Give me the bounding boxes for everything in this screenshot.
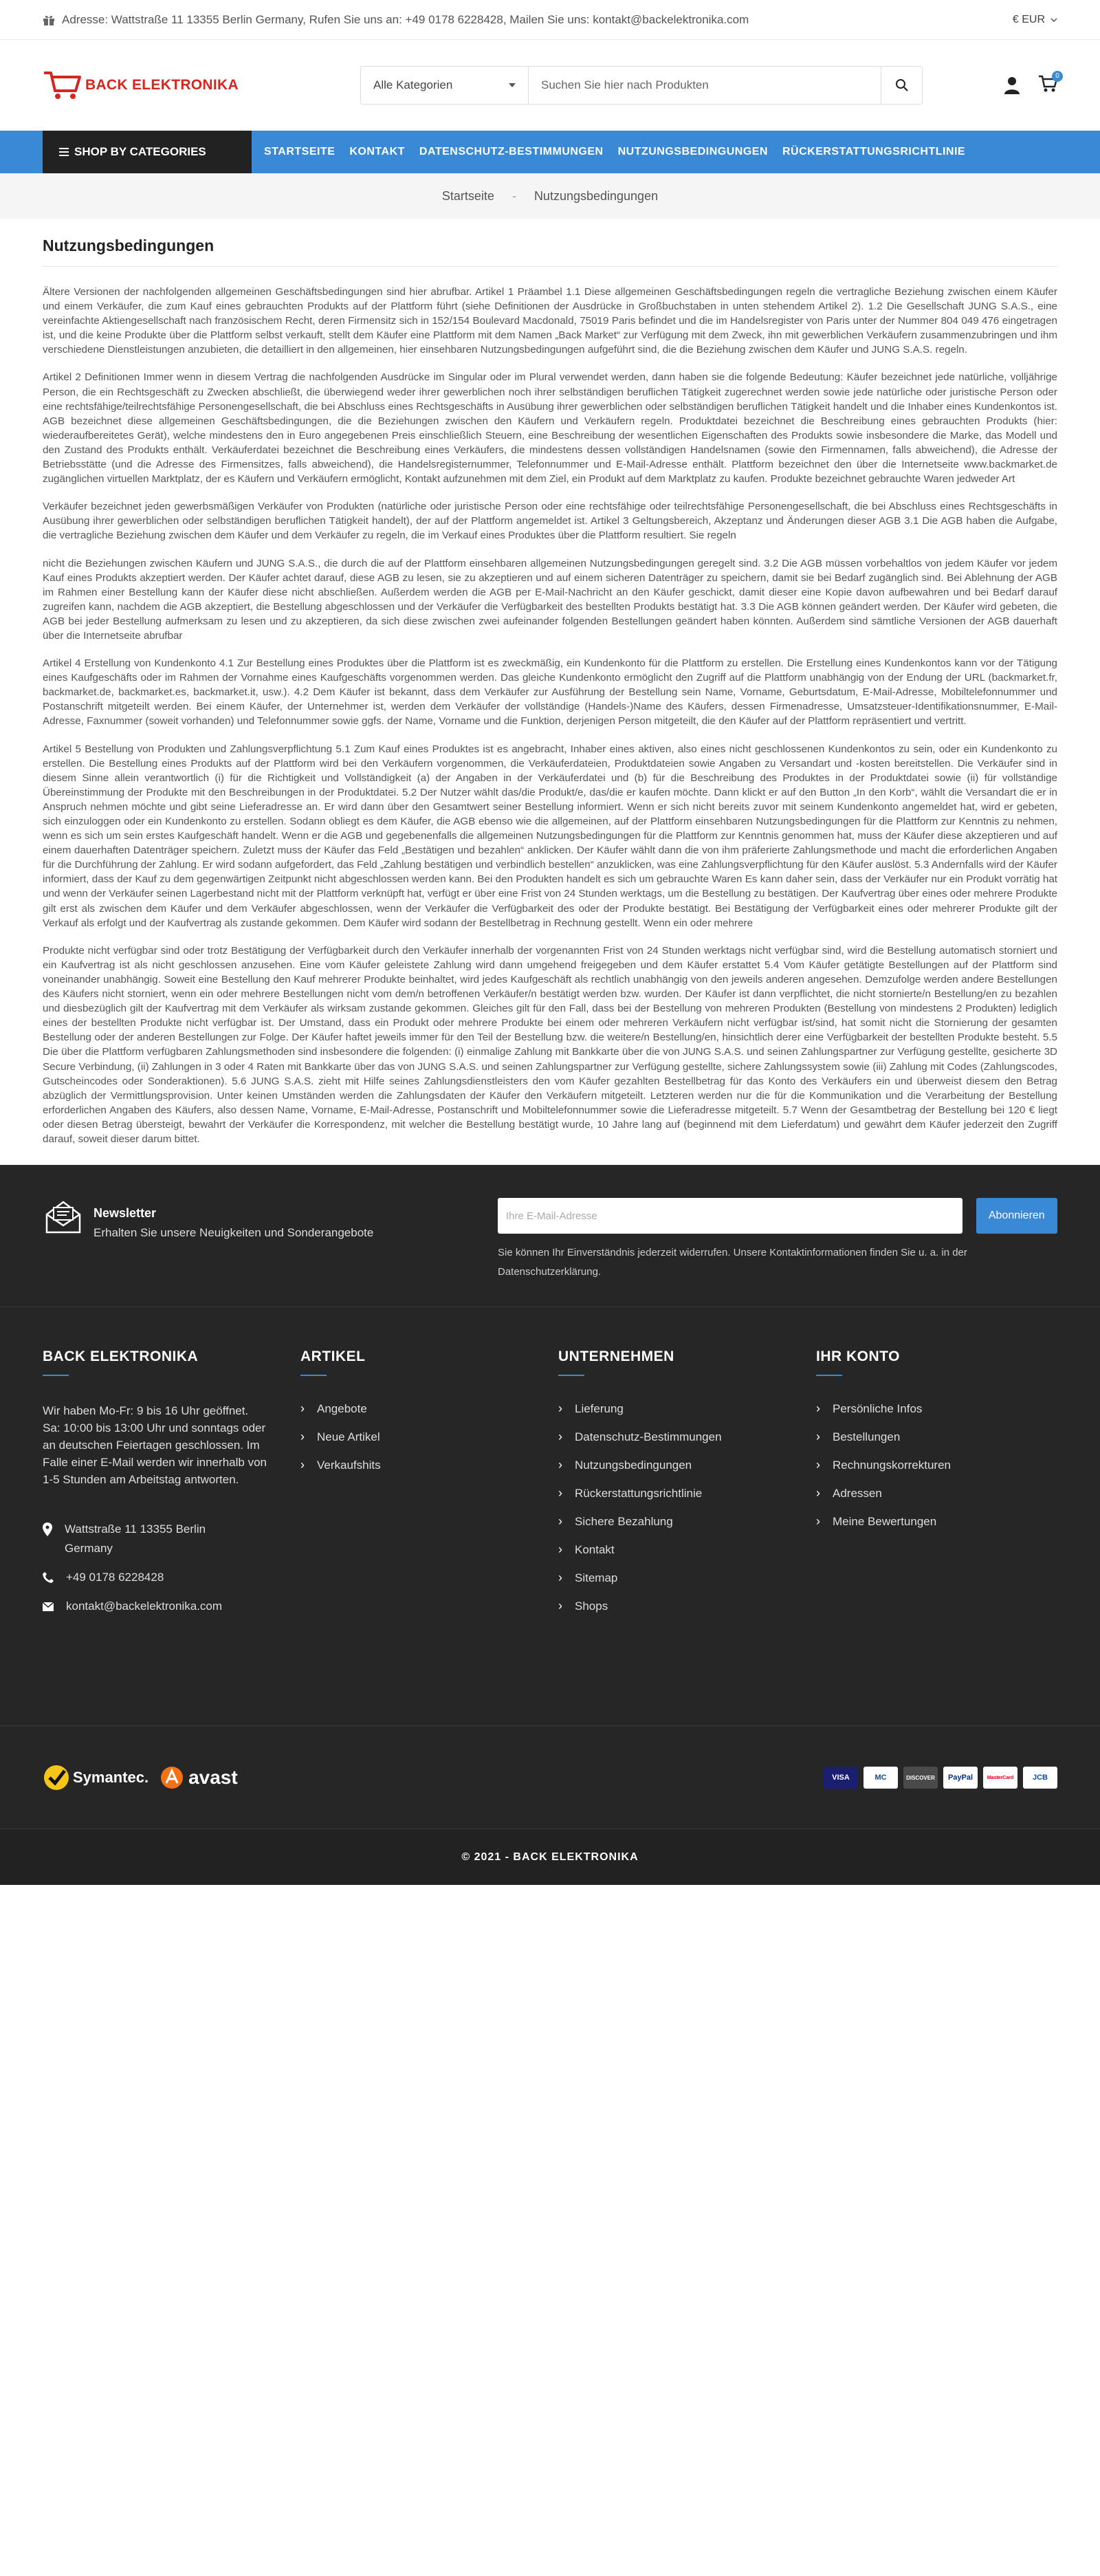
footer-col-konto — [816, 1349, 1057, 1628]
chevron-right-icon: › — [300, 1458, 305, 1472]
cart-button[interactable] — [1038, 72, 1059, 96]
copyright: © 2021 - BACK ELEKTRONIKA — [0, 1829, 1100, 1885]
logo-cart-icon — [43, 69, 82, 102]
footer-unternehmen-title: UNTERNEHMEN — [558, 1349, 674, 1365]
footer-link-label: Rückerstattungsrichtlinie — [575, 1487, 703, 1500]
footer-link[interactable] — [300, 1430, 558, 1459]
paypal-icon: PayPal — [943, 1767, 978, 1789]
terms-paragraph: Verkäufer bezeichnet jeden gewerbsmäßigen Verkäufer von Produkten (natürliche oder juristische Person oder eine rechtsfähige oder teilrechtsfähige Personengesellschaft, die bei Abschluss eines Rechtsgeschäfts in Ausübung ihrer gewerblichen oder selbständigen beruflichen Tätigkeit handelt), der auf der Plattform angemeldet ist. Artikel 3 Geltungsbereich, Akzeptanz und Änderungen dieser AGB 3.1 Die AGB haben die Aufgabe, die vertragliche Beziehung zwischen dem Käufer und dem Verkäufer zu regeln, die im Verkauf eines Produktes über die Plattform resultiert. Sie regeln — [43, 501, 1057, 542]
symantec-check-icon — [43, 1764, 70, 1791]
logo-text: BACK ELEKTRONIKA — [85, 77, 239, 93]
search-icon — [895, 78, 909, 92]
phone-icon — [43, 1572, 54, 1583]
newsletter-section — [0, 1165, 1100, 1307]
page-title: Nutzungsbedingungen — [43, 237, 1057, 267]
footer-address: Wattstraße 11 13355 Berlin Germany — [65, 1522, 206, 1556]
terms-paragraph: Artikel 5 Bestellung von Produkten und Zahlungsverpflichtung 5.1 Zum Kauf eines Produktes ist es angebracht, Inhaber eines aktiven, also eines nicht geschlossenen Kundenkontos zu sein, oder ein Kundenkonto zu erstellen. Die Bestellung eines Produkts auf der Plattform wird bei den Verkäufern vorgenommen, die Verkäuferdateien, Produktdateien sowie Angaben zu Versandart und -kosten bereitstellen. Die Verkäufer sind in diesem Sinne allein verantwortlich (i) für die Richtigkeit und Vollständigkeit (a) der Angaben in der Verkäuferdatei und (b) für die Beschreibung des Produktes in der Produktdatei sowie (ii) für vollständige Übereinstimmung der Produkte mit den Beschreibungen in der Produktdatei. 5.2 Der Nutzer wählt das/die Produkt/e, das/die er kaufen möchte. Dann klickt er auf den Button „In den Korb“, wählt die Versandart die er in Anspruch nehmen möchte und gibt seine Lieferadresse an. Er wird dann über den Gesamtwert seiner Bestellung informiert. Wenn er sich nicht bereits zuvor mit seinem Kundenkonto angemeldet hat, wird er gebeten, sich einzuloggen oder ein Kundenkonto zu erstellen. Sodann obliegt es dem Käufer, die AGB ebenso wie die allgemeinen, auf der Plattform einsehbaren Nutzungsbedingungen für die Plattform zur Kenntnis zu nehmen, wenn es sich um sein erstes Kaufgeschäft handelt. Wenn er die AGB und gegebenenfalls die allgemeinen Nutzungsbedingungen für die Plattform zur Kenntnis genommen hat, muss der Käufer diese akzeptieren und auf einem dauerhaften Datenträger speichern. Zuletzt muss der Käufer das Feld „Bestätigen und bezahlen“ anklicken. Der Käufer wählt dann die von ihm präferierte Zahlungsmethode und macht die erforderlichen Angaben für die Durchführung der Zahlung. Er wird sodann aufgefordert, das Feld „Zahlung bestätigen und verbindlich bestellen“ anzuklicken, was eine Zahlungsverpflichtung für den Käufer auslöst. 5.3 Andernfalls wird der Käufer informiert, dass der Kauf zu dem gegenwärtigen Zeitpunkt nicht abgeschlossen werden kann. Bei den Produkten handelt es sich um gebrauchte Waren Es kann daher sein, dass der Verkäufer nur ein Produkt vorrätig hat und wenn der Verkäufer seinen Lagerbestand nicht mit der Plattform verknüpft hat, verfügt er über eine Frist von 24 Stunden werktags, um die Bestellung zu bestätigen. Der Kaufvertrag über eines oder mehrere Produkte gilt erst als zwischen dem Käufer und dem Verkäufer abgeschlossen, wenn der Verkäufer die Verfügbarkeit des oder der Produkte bestätigt. Bei Bestätigung der Verfügbarkeit eines oder mehrerer Produkte gilt der Verkauf als erfolgt und der Kaufvertrag als zustande gekommen. Dem Käufer wird sodann der Bestellbetrag in Rechnung gestellt. Wenn ein oder mehrere — [43, 743, 1057, 929]
footer-link[interactable] — [816, 1459, 1057, 1487]
mail-icon — [43, 1602, 54, 1611]
breadcrumb-current: Nutzungsbedingungen — [534, 188, 659, 203]
footer-phone[interactable]: +49 0178 6228428 — [66, 1571, 164, 1584]
chevron-right-icon: › — [816, 1514, 820, 1529]
footer-link-label: Datenschutz-Bestimmungen — [575, 1430, 722, 1444]
chevron-down-icon — [1050, 18, 1057, 22]
user-icon[interactable] — [1004, 76, 1020, 94]
mastercard-alt-icon: MC — [864, 1767, 898, 1789]
footer-title-underline — [300, 1375, 327, 1376]
shop-by-categories-button[interactable] — [43, 131, 252, 173]
newsletter-subtitle: Erhalten Sie unsere Neuigkeiten und Sonderangebote — [94, 1226, 374, 1240]
terms-paragraph: Ältere Versionen der nachfolgenden allgemeinen Geschäftsbedingungen sind hier abrufbar. Artikel 1 Präambel 1.1 Diese allgemeinen Geschäftsbedingungen regeln die vertragliche Beziehung zwischen einem Käufer und einem Verkäufer, die zum Kauf eines gebrauchten Produkts auf der Plattform führt (siehe Definitionen der Ausdrücke in Großbuchstaben in unten stehendem Artikel 2). 1.2 Die Gesellschaft JUNG S.A.S., eine vereinfachte Aktiengesellschaft nach französischem Recht, deren Firmensitz sich in 152/154 Boulevard Macdonald, 75019 Paris befindet und die im Handelsregister von Paris unter der Nummer 804 049 476 eingetragen ist, und die keine Produkte über die Plattform selbst verkauft, stellt dem Käufer eine Plattform mit dem Namen „Back Market“ zur Verfügung mit dem Zweck, ihn mit gewerblichen Verkäufern zusammenzubringen und ihm verschiedene Dienstleistungen anzubieten, die detailliert in den allgemeinen, hier einsehbaren Nutzungsbedingungen aufgeführt sind, die die Beziehung zwischen dem Käufer und JUNG S.A.S. regeln. — [43, 286, 1057, 356]
terms-paragraph: Produkte nicht verfügbar sind oder trotz Bestätigung der Verfügbarkeit durch den Verkäufer innerhalb der vorgenannten Frist von 24 Stunden werktags nicht verfügbar sind, wird die Bestellung automatisch storniert und ein Kaufvertrag ist als nicht geschlossen anzusehen. Eine vom Käufer geleistete Zahlung wird dann umgehend freigegeben und dem Käufer erstattet 5.4 Vom Käufer getätigte Bestellungen auf der Plattform sind voneinander unabhängig. Soweit eine Bestellung den Kauf mehrerer Produkte beinhaltet, wird jedes Kaufgeschäft als rechtlich unabhängig von den jeweils anderen angesehen. Demzufolge werden andere Bestellungen des Käufers nicht storniert, wenn ein oder mehrere Bestellungen nicht vom dem/n betroffenen Verkäufer/n bestätigt werden bzw. wurden. Der Käufer ist dann verpflichtet, die nicht stornierte/n Bestellung/en zu bezahlen und diesbezüglich gilt der Kaufvertrag mit dem Verkäufer als wirksam zustande gekommen. Gleiches gilt für den Fall, dass bei der Bestellung von mehreren Produkten (Bestellung von mindestens 2 Produkten) lediglich eines der bestellten Produkte nicht verfügbar ist. Der Umstand, dass ein Produkt oder mehrere Produkte bei einem oder mehreren Verkäufern nicht verfügbar ist/sind, hat somit nicht die Stornierung der gesamten Bestellung oder der anderen Bestellungen zur Folge. Der Käufer haftet jeweils immer für den Teil der Bestellung bzw. die weitere/n Bestellung/en, hinsichtlich derer eine Verfügbarkeit der bestellten Produkte besteht. 5.5 Die über die Plattform verfügbaren Zahlungsmethoden sind insbesondere die folgenden: (i) einmalige Zahlung mit Bankkarte über die von JUNG S.A.S. und seinen Zahlungspartner zur Verfügung gestellte, gesicherte 3D Secure Verbindung, (ii) Zahlungen in 3 oder 4 Raten mit Bankkarte über das von JUNG S.A.S. und seinen Zahlungspartner zur Verfügung gestellte, sichere Zahlungssystem sowie (iii) Zahlung mit Codes (Zahlungscodes, Gutscheincodes oder Sonderaktionen). 5.6 JUNG S.A.S. zieht mit Hilfe seines Zahlungsdienstleisters den vom Käufer gezahlten Bestellbetrag für das Konto des Verkäufers ein und überweist diesem den Betrag abzüglich der Vermittlungsprovision. Unter keinen Umständen werden die Zahlungsdaten der Käufer den Verkäufern mitgeteilt. Letzteren werden nur die für die Kommunikation und die Verarbeitung der Bestellung erforderlichen Angaben des Käufers, also dessen Name, Vorname, E-Mail-Adresse, Postanschrift und Mobiltelefonnummer sowie die Lieferadresse mitgeteilt. 5.7 Wenn der Gesamtbetrag der Bestellung bei 120 € liegt oder diesen Betrag übersteigt, bewahrt der Verkäufer die Korrespondenz, mit welcher die Bestellung bestätigt wurde, 10 Jahre lang auf (beginnend mit dem Lieferdatum) und gewährt dem Käufer jederzeit den Zugriff darauf, soweit dieser darum bittet. — [43, 944, 1057, 1145]
mastercard-icon: MasterCard — [983, 1767, 1018, 1789]
avast-icon — [158, 1764, 186, 1791]
menu-icon — [59, 148, 69, 156]
footer-link-label: Sitemap — [575, 1571, 618, 1585]
top-bar — [0, 0, 1100, 40]
main-nav — [0, 131, 1100, 173]
terms-paragraph: Artikel 4 Erstellung von Kundenkonto 4.1 Zur Bestellung eines Produktes über die Plattform ist es zweckmäßig, ein Kundenkonto für die Plattform zu erstellen. Die Erstellung eines Kundenkontos kann vor der Tätigung eines Kaufgeschäfts oder im Rahmen der Vornahme eines Kaufgeschäfts vorgenommen werden. Das gleiche Kundenkonto ermöglicht den Zugriff auf die Plattform unabhängig von der Endung der URL (backmarket.fr, backmarket.de, backmarket.es, backmarket.it, usw.). 4.2 Dem Käufer ist bekannt, dass dem Verkäufer zur Ausführung der Bestellung sein Name, Vorname, Geburtsdatum, E-Mail-Adresse, Mobiltelefonnummer und Postanschrift mitgeteilt werden. Bei einem Käufer, der Unternehmer ist, werden dem Verkäufer der vollständige (Handels-)Name des Käufers, dessen Firmenadresse, Umsatzsteuer-Identifikationsnummer, E-Mail-Adresse, Faxnummer (soweit vorhanden) und Telefonnummer sowie ggfs. der Name, Vorname und die Funktion, derjenigen Person mitgeteilt, die den Käufer auf der Plattform repräsentiert und vertritt. — [43, 657, 1057, 728]
footer-link[interactable] — [558, 1515, 816, 1543]
footer-link-label: Verkaufshits — [317, 1459, 381, 1472]
footer-link[interactable] — [816, 1402, 1057, 1430]
search-bar — [360, 66, 923, 105]
footer-link[interactable] — [558, 1600, 816, 1628]
nav-link-nutzungsbedingungen[interactable]: NUTZUNGSBEDINGUNGEN — [617, 146, 768, 157]
jcb-icon: JCB — [1023, 1767, 1057, 1789]
footer-link-label: Neue Artikel — [317, 1430, 380, 1444]
avast-label: avast — [188, 1767, 238, 1789]
footer-store-title: BACK ELEKTRONIKA — [43, 1349, 199, 1365]
terms-paragraph: Artikel 2 Definitionen Immer wenn in diesem Vertrag die nachfolgenden Ausdrücke im Singular oder im Plural verwendet werden, dann haben sie die folgende Bedeutung: Käufer bezeichnet jede natürliche, volljährige Person, die ein Rechtsgeschäft zu Zwecken abschließt, die überwiegend weder ihrer gewerblichen noch ihrer selbständigen beruflichen Tätigkeit zugerechnet werden sowie jede natürliche oder juristische Person oder eine rechtsfähige/teilrechtsfähige Personengesellschaft, die bei Abschluss eines Rechtsgeschäfts in Ausübung ihrer gewerblichen oder selbständigen beruflichen Tätigkeit handelt und die Inhaber eines Kundenkontos ist. AGB bezeichnet diese allgemeinen Geschäftsbedingungen, die die Beziehungen zwischen den Käufern und Verkäufern regeln. Produktdatei bezeichnet die Beschreibung eines gebrauchten Produkts (hier: wiederaufbereitetes Gerät), welche mindestens den in Euro angegebenen Preis einschließlich Steuern, eine Beschreibung der wesentlichen Eigenschaften des Produkts sowie insbesondere die Marke, das Modell und den Zustand des Produkts enthält. Verkäuferdatei bezeichnet die Beschreibung eines Verkäufers, die mindestens dessen vollständigen Handelsnamen (sowie den Firmennamen, falls abweichend), die Adresse der Betriebsstätte (und die Adresse des Firmensitzes, falls abweichend), die Handelsregisternummer, Telefonnummer und E-Mail-Adresse enthält. Plattform bezeichnet den über die Internetseite www.backmarket.de zugänglichen virtuellen Marktplatz, der es Käufern und Verkäufern ermöglicht, Kontakt aufzunehmen mit dem Ziel, ein Produkt auf dem Marktplatz zu kaufen. Produkte bezeichnet gebrauchte Waren jedweder Art — [43, 371, 1057, 485]
footer-link-label: Kontakt — [575, 1543, 615, 1557]
footer-link[interactable] — [300, 1402, 558, 1430]
location-pin-icon — [43, 1522, 52, 1536]
footer-link-label: Meine Bewertungen — [833, 1515, 937, 1529]
chevron-right-icon: › — [300, 1401, 305, 1416]
footer-link[interactable] — [816, 1430, 1057, 1459]
contact-info — [43, 13, 749, 27]
site-footer — [0, 1307, 1100, 1725]
footer-link-label: Sichere Bezahlung — [575, 1515, 673, 1529]
footer-link[interactable] — [558, 1430, 816, 1459]
breadcrumb-separator: - — [512, 188, 516, 203]
symantec-label: Symantec. — [73, 1769, 149, 1787]
footer-title-underline — [558, 1375, 584, 1376]
footer-link-label: Angebote — [317, 1402, 367, 1416]
site-logo[interactable] — [43, 69, 318, 102]
discover-icon: DISCOVER — [903, 1767, 938, 1789]
breadcrumb — [0, 173, 1100, 219]
chevron-right-icon: › — [558, 1486, 562, 1500]
currency-selector[interactable] — [1013, 14, 1057, 26]
newsletter-note: Sie können Ihr Einverständnis jederzeit widerrufen. Unsere Kontaktinformationen finden Sie u. a. in der Datenschutzerklärung. — [498, 1247, 967, 1278]
chevron-right-icon: › — [816, 1486, 820, 1500]
footer-link[interactable] — [558, 1487, 816, 1515]
nav-link-rueckerstattung[interactable]: RÜCKERSTATTUNGSRICHTLINIE — [782, 146, 966, 157]
newsletter-email-input[interactable] — [498, 1198, 962, 1234]
footer-link-label: Adressen — [833, 1487, 882, 1500]
footer-link-label: Shops — [575, 1600, 608, 1613]
footer-link[interactable] — [558, 1459, 816, 1487]
category-select[interactable] — [361, 67, 529, 104]
trust-and-payment-bar — [0, 1725, 1100, 1829]
search-input[interactable] — [529, 67, 881, 104]
nav-link-startseite[interactable]: STARTSEITE — [264, 146, 336, 157]
category-select-value: Alle Kategorien — [373, 78, 453, 91]
nav-link-datenschutz[interactable]: DATENSCHUTZ-BESTIMMUNGEN — [419, 146, 604, 157]
footer-link-label: Rechnungskorrekturen — [833, 1459, 951, 1472]
footer-link[interactable] — [816, 1515, 1057, 1543]
footer-email[interactable]: kontakt@backelektronika.com — [66, 1600, 223, 1613]
currency-label: € EUR — [1012, 14, 1045, 25]
gift-icon — [43, 14, 55, 26]
footer-link[interactable] — [300, 1459, 558, 1487]
footer-link-label: Bestellungen — [833, 1430, 901, 1444]
search-button[interactable] — [881, 67, 922, 104]
cart-count-badge: 0 — [1052, 71, 1063, 82]
footer-col-store — [43, 1349, 300, 1628]
contact-info-text: Adresse: Wattstraße 11 13355 Berlin Germany, Rufen Sie uns an: +49 0178 6228428, Mailen Sie uns: kontakt@backelektronika.com — [62, 13, 749, 26]
chevron-right-icon: › — [558, 1514, 562, 1529]
subscribe-button[interactable]: Abonnieren — [976, 1198, 1057, 1234]
footer-col-artikel — [300, 1349, 558, 1628]
footer-link[interactable] — [816, 1487, 1057, 1515]
visa-icon: VISA — [824, 1767, 858, 1789]
footer-link-label: Lieferung — [575, 1402, 624, 1416]
terms-paragraph: nicht die Beziehungen zwischen Käufern und JUNG S.A.S., die durch die auf der Plattform einsehbaren allgemeinen Nutzungsbedingungen geregelt sind. 3.2 Die AGB müssen vorbehaltlos von jedem Käufer vor jedem Kauf eines Produkts akzeptiert werden. Der Käufer achtet darauf, diese AGB zu lesen, sie zu akzeptieren und auf einem sicheren Datenträger zu speichern, damit sie bei Bedarf zugänglich sind. Bei Ablehnung der AGB im Rahmen einer Bestellung kann der Käufer diese nicht abschließen. Außerdem werden die AGB per E-Mail-Nachricht an den Käufer geschickt, damit dieser eine Kopie davon aufbewahren und bei Bedarf darauf zugreifen kann, nachdem die AGB akzeptiert, die Bestellung abgeschlossen und der Verkäufer die Verfügbarkeit des bestellten Produkts bestätigt hat. 3.3 Die AGB können geändert werden. Der Käufer wird gebeten, die AGB bei jeder Bestellung aufmerksam zu lesen und zu akzeptieren, da sich diese zwischen zwei aufeinander folgenden Bestellungen geändert haben könnten. Außerdem sind sämtliche Versionen der AGB dauerhaft über die Internetseite abrufbar — [43, 557, 1057, 642]
footer-link-label: Persönliche Infos — [833, 1402, 923, 1416]
footer-konto-title: IHR KONTO — [816, 1349, 900, 1365]
footer-title-underline — [43, 1375, 69, 1376]
newsletter-envelope-icon — [43, 1198, 84, 1236]
footer-link[interactable] — [558, 1543, 816, 1571]
site-header — [0, 40, 1100, 131]
chevron-right-icon: › — [558, 1401, 562, 1416]
footer-opening-hours: Wir haben Mo-Fr: 9 bis 16 Uhr geöffnet. Sa: 10:00 bis 13:00 Uhr und sonntags oder an deutschen Feiertagen geschlossen. Im Falle einer E-Mail werden wir innerhalb von 1-5 Stunden am Arbeitstag antworten. — [43, 1404, 267, 1487]
chevron-right-icon: › — [558, 1599, 562, 1613]
chevron-right-icon: › — [816, 1430, 820, 1444]
footer-link-label: Nutzungsbedingungen — [575, 1459, 692, 1472]
symantec-seal — [43, 1764, 148, 1791]
newsletter-title: Newsletter — [94, 1206, 157, 1221]
payment-methods — [824, 1767, 1057, 1789]
chevron-right-icon: › — [558, 1430, 562, 1444]
footer-col-unternehmen — [558, 1349, 816, 1628]
caret-down-icon — [509, 83, 516, 87]
chevron-right-icon: › — [816, 1458, 820, 1472]
footer-artikel-title: ARTIKEL — [300, 1349, 366, 1365]
chevron-right-icon: › — [300, 1430, 305, 1444]
chevron-right-icon: › — [558, 1542, 562, 1557]
shop-by-categories-label: SHOP BY CATEGORIES — [74, 145, 206, 158]
footer-link[interactable] — [558, 1571, 816, 1600]
chevron-right-icon: › — [558, 1458, 562, 1472]
chevron-right-icon: › — [558, 1571, 562, 1585]
breadcrumb-home[interactable]: Startseite — [441, 188, 494, 203]
footer-link[interactable] — [558, 1402, 816, 1430]
avast-seal — [158, 1764, 238, 1791]
footer-title-underline — [816, 1375, 842, 1376]
nav-link-kontakt[interactable]: KONTAKT — [349, 146, 405, 157]
chevron-right-icon: › — [816, 1401, 820, 1416]
